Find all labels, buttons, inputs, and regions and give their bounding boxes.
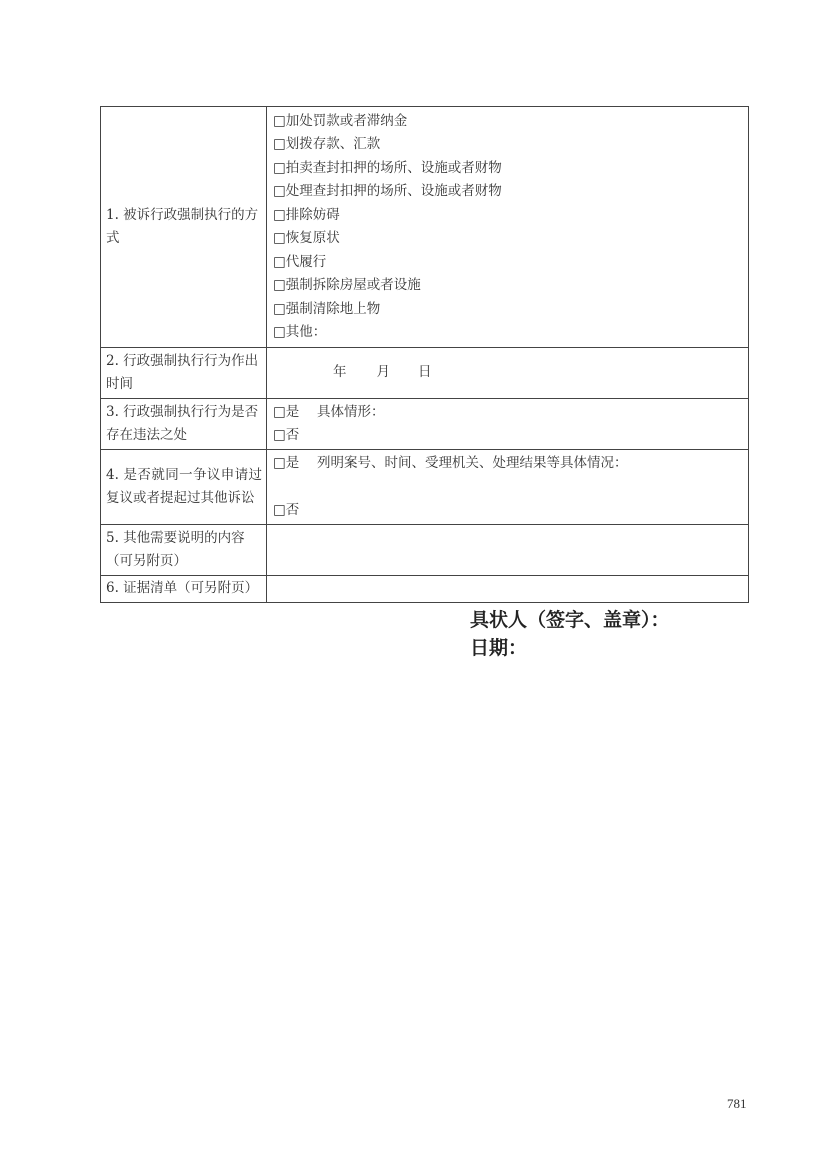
- option-remove-obstruction[interactable]: □排除妨碍: [273, 206, 340, 223]
- row-label-evidence-list: 6. 证据清单（可另附页）: [101, 576, 267, 603]
- date-day-label: 日: [418, 364, 432, 381]
- illegality-answer: [267, 399, 749, 450]
- row-label-other-notes: 5. 其他需要说明的内容（可另附页）: [101, 525, 267, 576]
- checkbox-no[interactable]: □否: [273, 502, 300, 518]
- yes-detail-prompt: 列明案号、时间、受理机关、处理结果等具体情况：: [317, 454, 628, 471]
- signature-date-label: 日期：: [470, 637, 528, 659]
- checkbox-yes[interactable]: □是: [273, 454, 300, 471]
- signature-block: [470, 606, 670, 662]
- table-row: [101, 399, 749, 450]
- option-restore-original[interactable]: □恢复原状: [273, 230, 340, 246]
- signer-label: 具状人（签字、盖章）：: [470, 609, 670, 631]
- option-substitute-performance[interactable]: □代履行: [273, 253, 327, 270]
- table-row: [101, 107, 749, 348]
- option-demolish-buildings[interactable]: □强制拆除房屋或者设施: [273, 277, 421, 293]
- table-row: [101, 525, 749, 576]
- option-auction-seized-property[interactable]: □拍卖查封扣押的场所、设施或者财物: [273, 159, 502, 176]
- row-label-prior-proceedings: 4. 是否就同一争议申请过复议或者提起过其他诉讼: [101, 450, 267, 525]
- row-label-action-time: 2. 行政强制执行行为作出时间: [101, 348, 267, 399]
- other-notes-field[interactable]: [267, 525, 749, 576]
- action-date-field[interactable]: [267, 348, 749, 399]
- enforcement-method-options: [267, 107, 749, 348]
- evidence-list-field[interactable]: [267, 576, 749, 603]
- page-number: 781: [727, 1096, 747, 1111]
- table-row: [101, 348, 749, 399]
- option-dispose-seized-property[interactable]: □处理查封扣押的场所、设施或者财物: [273, 183, 502, 199]
- checkbox-no[interactable]: □否: [273, 427, 300, 443]
- table-row: [101, 450, 749, 525]
- row-label-illegality: 3. 行政强制执行行为是否存在违法之处: [101, 399, 267, 450]
- option-other[interactable]: □其他：: [273, 324, 327, 340]
- option-transfer-deposits[interactable]: □划拨存款、汇款: [273, 136, 381, 152]
- prior-proceedings-answer: [267, 450, 749, 525]
- row-label-enforcement-method: 1. 被诉行政强制执行的方式: [101, 107, 267, 348]
- yes-detail-prompt: 具体情形：: [317, 403, 385, 420]
- checkbox-yes[interactable]: □是: [273, 403, 300, 420]
- table-row: [101, 576, 749, 603]
- date-year-label: 年: [333, 364, 347, 381]
- option-clear-ground-objects[interactable]: □强制清除地上物: [273, 300, 381, 317]
- complaint-form-table: [100, 106, 749, 603]
- date-month-label: 月: [376, 364, 390, 381]
- option-fine-or-late-fee[interactable]: □加处罚款或者滞纳金: [273, 112, 408, 129]
